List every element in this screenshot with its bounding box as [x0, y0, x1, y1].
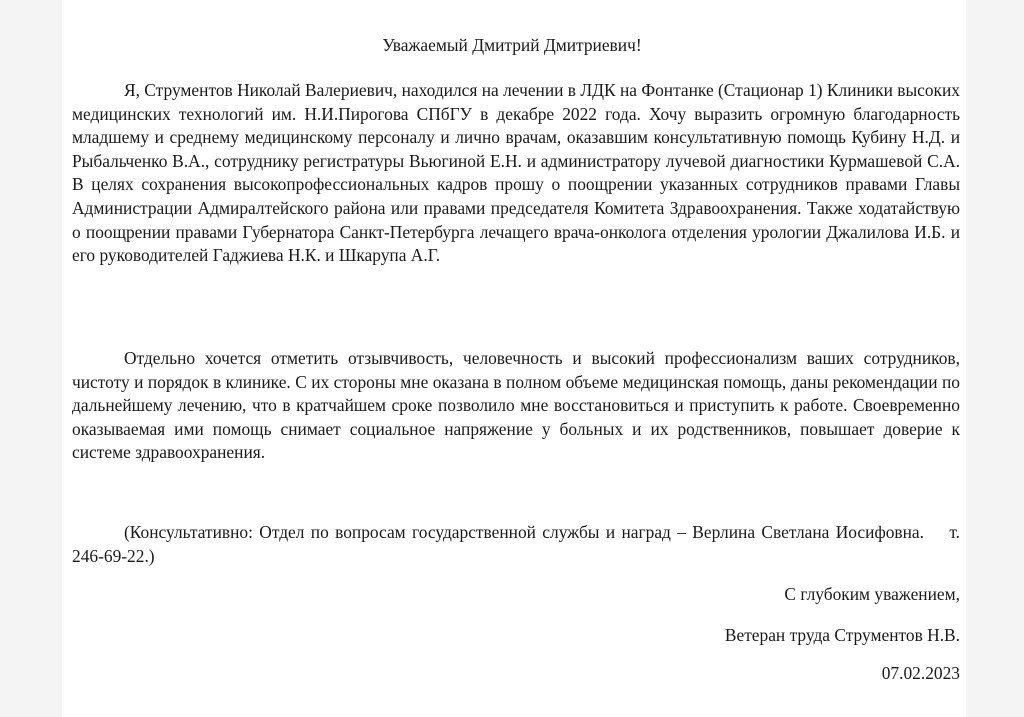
letter-closing: С глубоким уважением, — [784, 584, 960, 604]
letter-date: 07.02.2023 — [881, 663, 960, 683]
paragraph-consultation-note — [72, 521, 965, 568]
paragraph-professionalism — [72, 347, 960, 465]
letter-greeting: Уважаемый Дмитрий Дмитриевич! — [382, 35, 642, 55]
scan-margin-right — [966, 0, 1024, 717]
scan-margin-left — [0, 0, 62, 717]
paragraph-gratitude — [72, 79, 960, 268]
paragraph-professionalism-text: Отдельно хочется отметить отзывчивость, человечность и высокий профессионализм ваших сотрудников, чистоту и порядок в клинике. С их стороны мне оказана в полном объеме медицинская помощь, даны рекомендации по дальнейшему лечению, что в кратчайшем сроке позволило мне восстановиться и приступить к работе. Своевременно оказываемая ими помощь снимает социальное напряжение у больных и их родственников, повышает доверие к системе здравоохранения. — [72, 348, 960, 463]
paragraph-consultation-note-text: (Консультативно: Отдел по вопросам государственной службы и наград – Верлина Светлана Иосифовна. т. 246-69-22.) — [72, 522, 965, 566]
letter-signature: Ветеран труда Струментов Н.В. — [724, 625, 960, 645]
paragraph-gratitude-text: Я, Струментов Николай Валериевич, находился на лечении в ЛДК на Фонтанке (Стационар 1) Клиники высоких медицинских технологий им. Н.И.Пирогова СПбГУ в декабре 2022 года. Хочу выразить огромную благодарность младшему и среднему медицинскому персоналу и лично врачам, оказавшим консультативную помощь Кубину Н.Д. и Рыбальченко В.А., сотруднику регистратуры Вьюгиной Е.Н. и администратору лучевой диагностики Курмашевой С.А. В целях сохранения высокопрофессиональных кадров прошу о поощрении указанных сотрудников правами Главы Администрации Адмиралтейского района или правами председателя Комитета Здравоохранения. Также ходатайствую о поощрении правами Губернатора Санкт-Петербурга лечащего врача-онколога отделения урологии Джалилова И.Б. и его руководителей Гаджиева Н.К. и Шкарупа А.Г. — [72, 80, 960, 266]
